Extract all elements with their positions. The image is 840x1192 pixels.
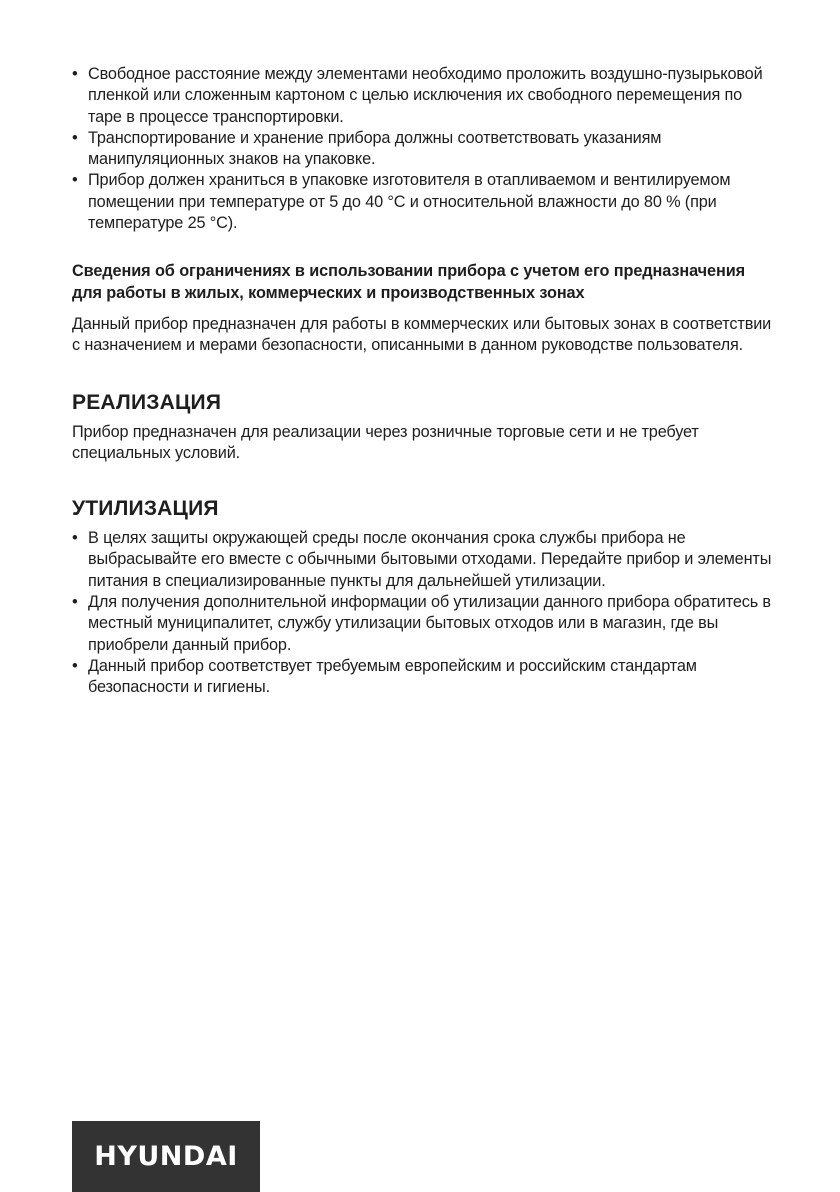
- storage-list: [72, 64, 772, 234]
- list-item: • Транспортирование и хранение прибора должны соответствовать указаниям манипуляционных знаков на упаковке.: [72, 128, 772, 171]
- restrictions-heading: Сведения об ограничениях в использовании прибора с учетом его предназначения для работы в жилых, коммерческих и производственных зонах: [72, 262, 746, 302]
- list-item: • Данный прибор соответствует требуемым европейским и российским стандартам безопасности и гигиены.: [72, 656, 772, 699]
- sale-heading: РЕАЛИЗАЦИЯ: [72, 390, 222, 414]
- disposal-list: [72, 528, 772, 698]
- brand-logo: [72, 1121, 260, 1192]
- list-item: • Свободное расстояние между элементами необходимо проложить воздушно-пузырьковой пленкой или сложенным картоном с целью исключения их свободного перемещения по таре в процессе транспортировки.: [72, 64, 772, 128]
- disposal-heading: УТИЛИЗАЦИЯ: [72, 497, 219, 521]
- list-item: • В целях защиты окружающей среды после окончания срока службы прибора не выбрасывайте его вместе с обычными бытовыми отходами. Передайте прибор и элементы питания в специализированные пункты для дальнейшей утилизации.: [72, 528, 772, 592]
- page-content: [72, 64, 772, 699]
- restrictions-text: Данный прибор предназначен для работы в коммерческих или бытовых зонах в соответствии с назначением и мерами безопасности, описанными в данном руководстве пользователя.: [72, 314, 772, 355]
- logo-text: HYUNDAI: [94, 1141, 238, 1172]
- sale-text: Прибор предназначен для реализации через розничные торговые сети и не требует специальных условий.: [72, 422, 699, 462]
- list-item: • Для получения дополнительной информации об утилизации данного прибора обратитесь в местный муниципалитет, службу утилизации бытовых отходов или в магазин, где вы приобрели данный прибор.: [72, 592, 772, 656]
- list-item: • Прибор должен храниться в упаковке изготовителя в отапливаемом и вентилируемом помещении при температуре от 5 до 40 °С и относительной влажности до 80 % (при температуре 25 °С).: [72, 170, 772, 234]
